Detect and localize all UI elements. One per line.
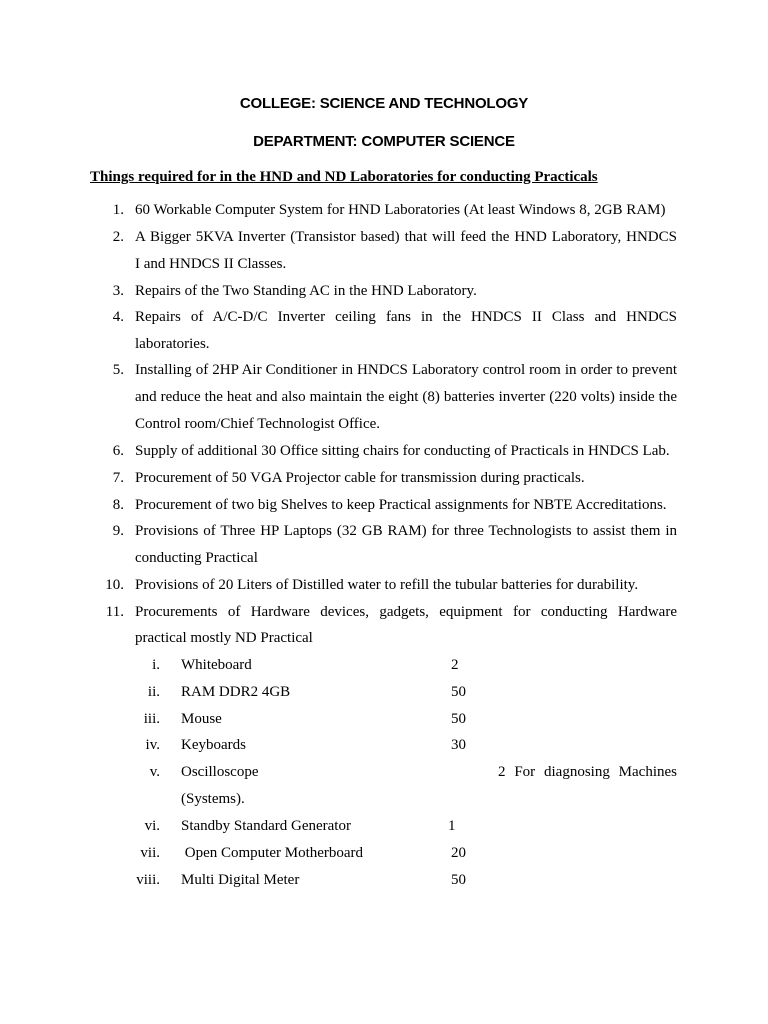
list-item-line: Provisions of Three HP Laptops (32 GB RAM) for three Technologists to assist them in (135, 523, 677, 539)
sub-item-continuation: (Systems). (181, 791, 245, 807)
sub-item-quantity: 20 (451, 845, 466, 861)
sub-item-name: Keyboards (181, 737, 246, 753)
list-item-line: Provisions of 20 Liters of Distilled water to refill the tubular batteries for durability. (135, 577, 639, 593)
item-number: 7. (112, 470, 124, 486)
list-item-line: conducting Practical (135, 550, 258, 566)
sub-item-name: Mouse (181, 711, 222, 727)
item-number: 1. (112, 202, 124, 218)
sub-item-number: ii. (147, 684, 160, 700)
sub-item-quantity: 50 (451, 711, 466, 727)
sub-item-name: Open Computer Motherboard (181, 845, 364, 861)
item-number: 10. (105, 577, 124, 593)
sub-item-number: iii. (143, 711, 160, 727)
item-number: 6. (112, 443, 124, 459)
college-heading: COLLEGE: SCIENCE AND TECHNOLOGY (239, 95, 529, 112)
list-item-line: Control room/Chief Technologist Office. (135, 416, 381, 432)
list-item-line: Repairs of A/C-D/C Inverter ceiling fans in the HNDCS II Class and HNDCS (135, 309, 677, 325)
list-item-line: Procurement of two big Shelves to keep Practical assignments for NBTE Accreditations. (135, 497, 667, 513)
item-number: 5. (112, 362, 124, 378)
sub-item-name: Whiteboard (181, 657, 252, 673)
item-number: 2. (112, 229, 124, 245)
list-subtitle: Things required for in the HND and ND Laboratories for conducting Practicals (90, 169, 598, 185)
item-number: 11. (105, 604, 124, 620)
sub-item-quantity: 1 (448, 818, 456, 834)
sub-item-quantity: 30 (451, 737, 466, 753)
sub-item-quantity: 2 For diagnosing Machines (498, 764, 677, 780)
department-heading: DEPARTMENT: COMPUTER SCIENCE (253, 133, 515, 150)
item-number: 4. (112, 309, 124, 325)
list-item-line: and reduce the heat and also maintain the eight (8) batteries inverter (220 volts) inside the (135, 389, 677, 405)
list-item-line: practical mostly ND Practical (135, 630, 313, 646)
list-item-line: 60 Workable Computer System for HND Laboratories (At least Windows 8, 2GB RAM) (135, 202, 666, 218)
sub-item-number: vi. (144, 818, 160, 834)
sub-item-number: v. (149, 764, 160, 780)
sub-item-name: Standby Standard Generator (181, 818, 351, 834)
item-number: 3. (112, 283, 124, 299)
list-item-line: Procurement of 50 VGA Projector cable for transmission during practicals. (135, 470, 585, 486)
sub-item-number: iv. (145, 737, 160, 753)
sub-item-name: Oscilloscope (181, 764, 259, 780)
list-item-line: Supply of additional 30 Office sitting chairs for conducting of Practicals in HNDCS Lab. (135, 443, 670, 459)
item-number: 8. (112, 497, 124, 513)
list-item-line: Procurements of Hardware devices, gadgets, equipment for conducting Hardware (135, 604, 677, 620)
sub-item-number: i. (152, 657, 160, 673)
sub-item-name: RAM DDR2 4GB (181, 684, 291, 700)
list-item-line: A Bigger 5KVA Inverter (Transistor based) that will feed the HND Laboratory, HNDCS (135, 229, 677, 245)
sub-item-quantity: 50 (451, 684, 466, 700)
sub-item-number: vii. (140, 845, 160, 861)
list-item-line: I and HNDCS II Classes. (135, 256, 287, 272)
sub-item-name: Multi Digital Meter (181, 872, 300, 888)
list-item-line: Installing of 2HP Air Conditioner in HNDCS Laboratory control room in order to prevent (135, 362, 677, 378)
item-number: 9. (112, 523, 124, 539)
sub-item-quantity: 50 (451, 872, 466, 888)
list-item-line: laboratories. (135, 336, 210, 352)
sub-item-quantity: 2 (451, 657, 459, 673)
list-item-line: Repairs of the Two Standing AC in the HND Laboratory. (135, 283, 477, 299)
sub-item-number: viii. (136, 872, 160, 888)
